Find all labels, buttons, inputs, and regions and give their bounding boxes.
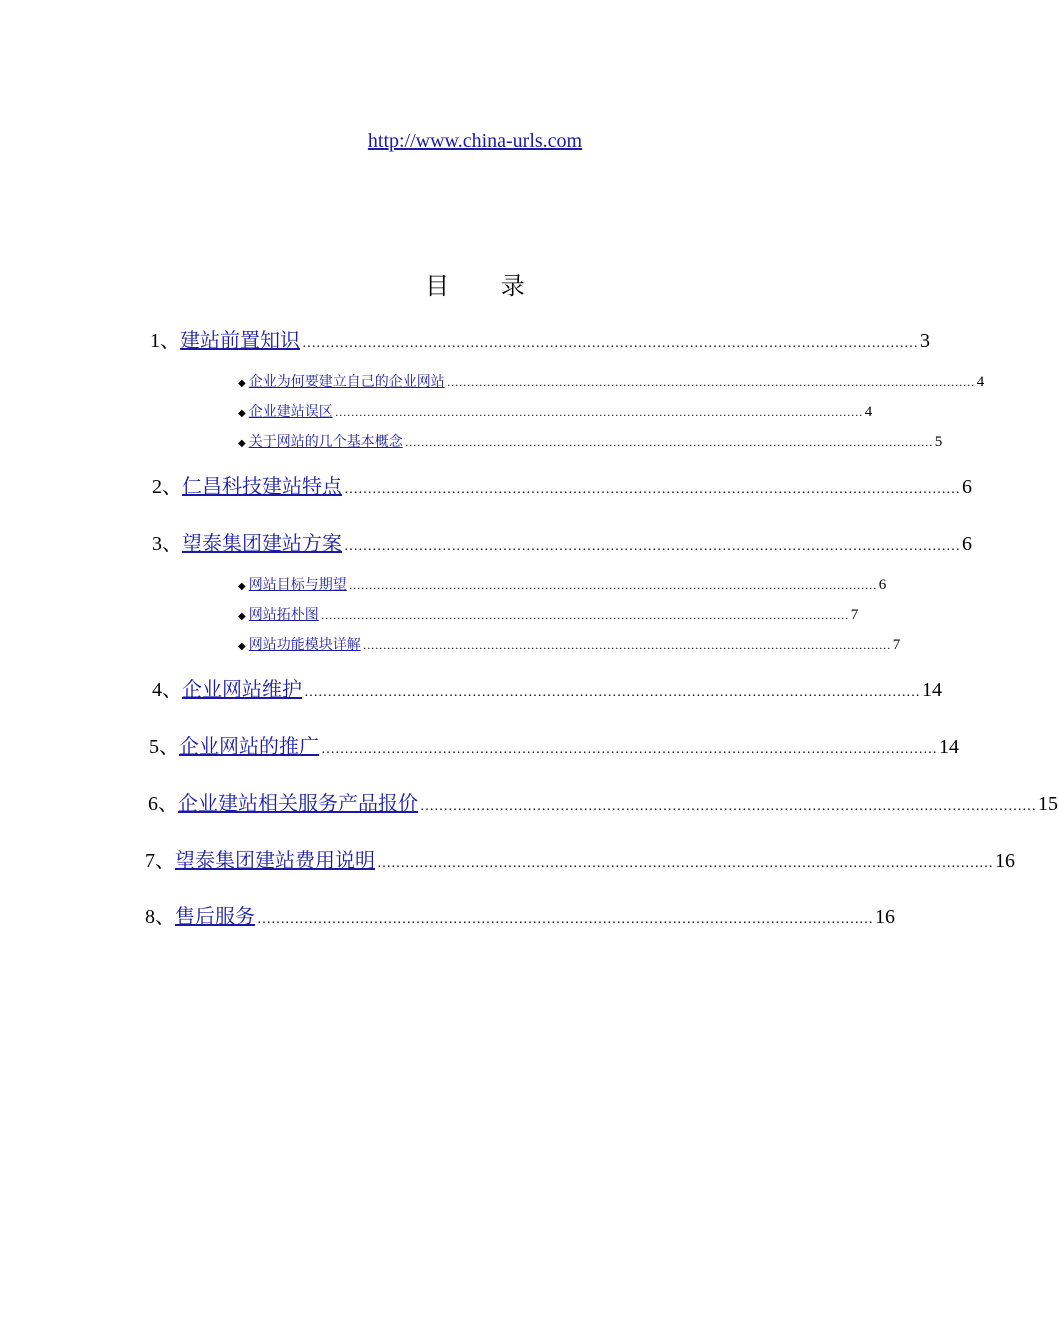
dot-leader: …………………………………………………………………………………………………………………… (320, 608, 849, 622)
entry-number: 2、 (152, 476, 182, 498)
entry-number: 8、 (145, 906, 175, 928)
entry-link[interactable]: 建站前置知识 (180, 328, 300, 352)
toc-subentry (238, 431, 943, 453)
page-number: 14 (922, 679, 942, 701)
entry-link[interactable]: 售后服务 (175, 904, 255, 928)
dot-leader: …………………………………………………………………………………………………………………… (348, 578, 877, 592)
entry-link[interactable]: 企业网站的推广 (179, 734, 319, 758)
page-number: 4 (864, 404, 873, 420)
entry-link[interactable]: 企业建站相关服务产品报价 (178, 791, 418, 815)
page-number: 5 (934, 434, 943, 450)
subentry-link[interactable]: 网站目标与期望 (248, 577, 347, 593)
toc-entry (152, 527, 972, 557)
dot-leader: …………………………………………………………………………………………………………………… (302, 336, 918, 351)
page-number: 16 (875, 906, 895, 928)
entry-link[interactable]: 仁昌科技建站特点 (182, 474, 342, 498)
toc-entry (152, 470, 972, 500)
diamond-bullet-icon: ◆ (238, 408, 246, 419)
page-number: 6 (878, 577, 887, 593)
website-link[interactable]: http://www.china-urls.com (367, 130, 583, 152)
page-number: 16 (995, 850, 1015, 872)
subentry-link[interactable]: 企业为何要建立自己的企业网站 (248, 374, 445, 390)
toc-entry (145, 844, 1015, 874)
header-url (0, 130, 950, 153)
entry-number: 5、 (149, 736, 179, 758)
diamond-bullet-icon: ◆ (238, 378, 246, 389)
entry-number: 3、 (152, 533, 182, 555)
toc-entry (148, 787, 1058, 817)
toc-entry (149, 730, 959, 760)
entry-number: 7、 (145, 850, 175, 872)
entry-link[interactable]: 企业网站维护 (182, 677, 302, 701)
dot-leader: …………………………………………………………………………………………………………………… (377, 856, 993, 871)
dot-leader: …………………………………………………………………………………………………………………… (304, 685, 920, 700)
toc-entry (152, 673, 942, 703)
dot-leader: …………………………………………………………………………………………………………………… (362, 638, 891, 652)
toc-subentry (238, 574, 887, 596)
page-number: 15 (1038, 793, 1058, 815)
dot-leader: …………………………………………………………………………………………………………………… (321, 742, 937, 757)
page-number: 3 (920, 330, 930, 352)
diamond-bullet-icon: ◆ (238, 611, 246, 622)
subentry-link[interactable]: 企业建站误区 (248, 404, 333, 420)
dot-leader: …………………………………………………………………………………………………………………… (420, 799, 1036, 814)
dot-leader: …………………………………………………………………………………………………………………… (404, 435, 933, 449)
entry-number: 1、 (150, 330, 180, 352)
entry-number: 6、 (148, 793, 178, 815)
dot-leader: …………………………………………………………………………………………………………………… (334, 405, 863, 419)
subentry-link[interactable]: 关于网站的几个基本概念 (248, 434, 403, 450)
diamond-bullet-icon: ◆ (238, 641, 246, 652)
toc-title: 目 录 (425, 272, 547, 300)
page-number: 14 (939, 736, 959, 758)
subentry-link[interactable]: 网站功能模块详解 (248, 637, 361, 653)
toc-entry (145, 900, 895, 930)
toc-subentry (238, 371, 985, 393)
subentry-link[interactable]: 网站拓朴图 (248, 607, 319, 623)
toc-entry (150, 324, 930, 354)
page-number: 7 (892, 637, 901, 653)
dot-leader: …………………………………………………………………………………………………………………… (257, 912, 873, 927)
toc-subentry (238, 634, 901, 656)
dot-leader: …………………………………………………………………………………………………………………… (446, 375, 975, 389)
toc-subentry (238, 604, 859, 626)
dot-leader: …………………………………………………………………………………………………………………… (344, 482, 960, 497)
diamond-bullet-icon: ◆ (238, 438, 246, 449)
toc-subentry (238, 401, 873, 423)
page-number: 6 (962, 476, 972, 498)
entry-link[interactable]: 望泰集团建站方案 (182, 531, 342, 555)
page-number: 6 (962, 533, 972, 555)
entry-number: 4、 (152, 679, 182, 701)
diamond-bullet-icon: ◆ (238, 581, 246, 592)
page-number: 7 (850, 607, 859, 623)
dot-leader: …………………………………………………………………………………………………………………… (344, 539, 960, 554)
page-number: 4 (976, 374, 985, 390)
entry-link[interactable]: 望泰集团建站费用说明 (175, 848, 375, 872)
